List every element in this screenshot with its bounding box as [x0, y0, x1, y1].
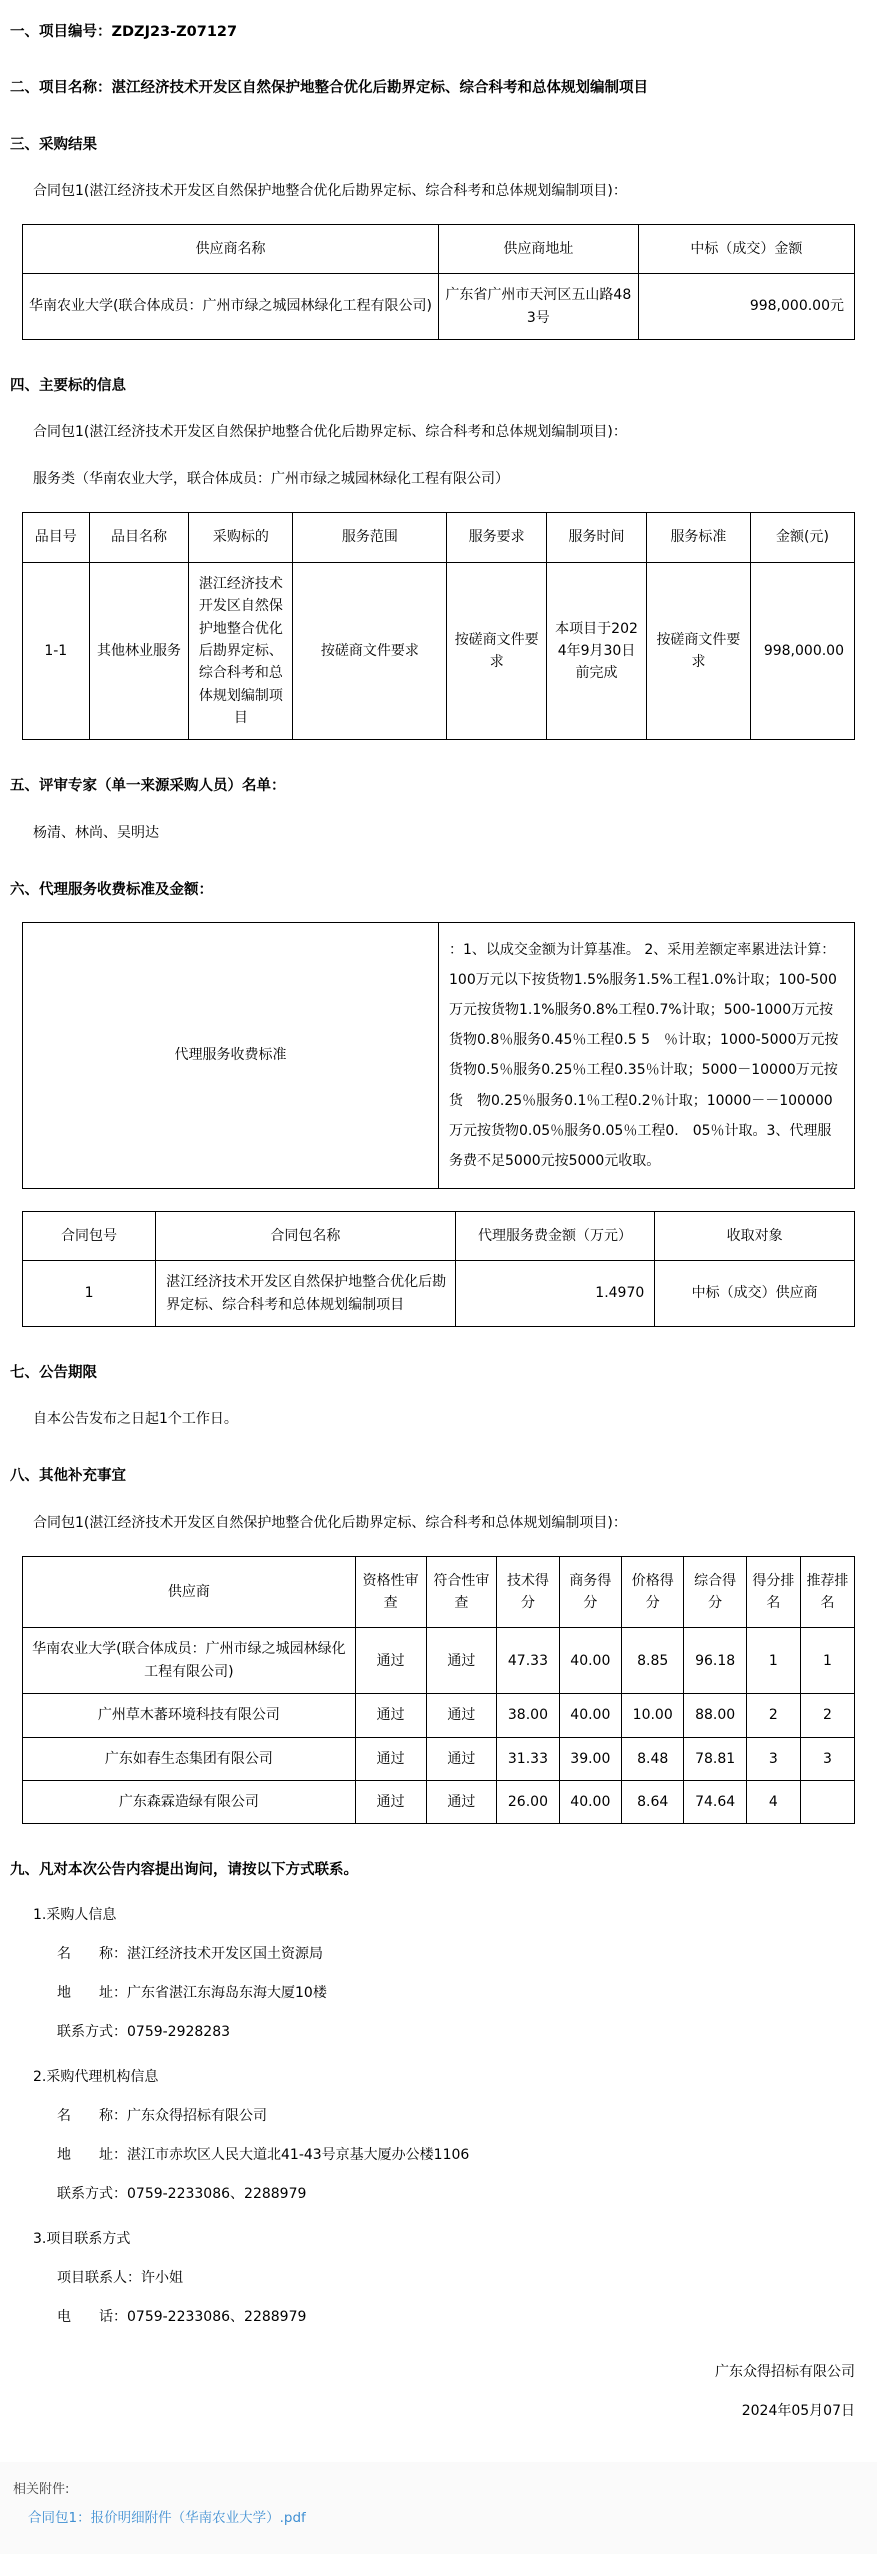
score-technical-cell: 31.33: [497, 1737, 559, 1780]
score-recommend-cell: 1: [800, 1628, 854, 1694]
score-rank-cell: 1: [746, 1628, 800, 1694]
score-col-comprehensive: 综合得分: [684, 1556, 746, 1628]
attachment-pdf-link[interactable]: 合同包1：报价明细附件（华南农业大学）.pdf: [28, 2509, 306, 2526]
award-supplier-name-cell: 华南农业大学(联合体成员：广州市绿之城园林绿化工程有限公司): [23, 274, 439, 340]
score-supplier-cell: 华南农业大学(联合体成员：广州市绿之城园林绿化工程有限公司): [23, 1628, 356, 1694]
score-col-recommend-rank: 推荐排名: [800, 1556, 854, 1628]
project-contact-person: 项目联系人：许小姐: [57, 2269, 183, 2286]
score-col-business: 商务得分: [559, 1556, 621, 1628]
score-business-cell: 40.00: [559, 1780, 621, 1823]
main-subject-table: [22, 512, 855, 740]
project-contact-phone: 电 话：0759-2233086、2288979: [57, 2308, 307, 2325]
fee-col-package-no: 合同包号: [23, 1211, 156, 1260]
score-recommend-cell: 3: [800, 1737, 854, 1780]
agency-contact: 联系方式：0759-2233086、2288979: [57, 2185, 307, 2202]
signature-date: 2024年05月07日: [741, 2402, 855, 2419]
subject-col-target: 采购标的: [189, 513, 293, 562]
score-technical-cell: 38.00: [497, 1694, 559, 1737]
section-4-heading: 四、主要标的信息: [10, 378, 126, 395]
agency-fee-standard-table: [22, 922, 855, 1189]
score-recommend-cell: [800, 1780, 854, 1823]
award-amount-cell: 998,000.00元: [638, 274, 854, 340]
buyer-name: 名 称：湛江经济技术开发区国土资源局: [57, 1945, 323, 1962]
score-col-technical: 技术得分: [497, 1556, 559, 1628]
award-result-header-row: [23, 224, 855, 273]
agency-address: 地 址：湛江市赤坎区人民大道北41-43号京基大厦办公楼1106: [57, 2146, 470, 2163]
section-3-heading: 三、采购结果: [10, 136, 97, 153]
award-col-award-amount: 中标（成交）金额: [638, 224, 854, 273]
section-3-package-intro: 合同包1(湛江经济技术开发区自然保护地整合优化后勘界定标、综合科考和总体规划编制项目)：: [33, 182, 627, 199]
score-technical-cell: 47.33: [497, 1628, 559, 1694]
buyer-info-title: 1.采购人信息: [33, 1906, 117, 1923]
fee-package-name-cell: 湛江经济技术开发区自然保护地整合优化后勘界定标、综合科考和总体规划编制项目: [156, 1261, 456, 1327]
subject-service-scope-cell: 按磋商文件要求: [293, 562, 447, 740]
related-attachments-footer: [0, 2462, 877, 2554]
score-col-conformity-review: 符合性审查: [426, 1556, 497, 1628]
score-conformity-cell: 通过: [426, 1737, 497, 1780]
subject-service-require-cell: 按磋商文件要求: [447, 562, 547, 740]
fee-amount-cell: 1.4970: [455, 1261, 655, 1327]
fee-package-no-cell: 1: [23, 1261, 156, 1327]
main-subject-data-row: [23, 562, 855, 740]
section-9-heading: 九、凡对本次公告内容提出询问，请按以下方式联系。: [10, 1862, 358, 1879]
score-row-1: [23, 1628, 855, 1694]
score-business-cell: 40.00: [559, 1628, 621, 1694]
subject-col-item-name: 品目名称: [89, 513, 189, 562]
score-conformity-cell: 通过: [426, 1694, 497, 1737]
agency-name: 名 称：广东众得招标有限公司: [57, 2107, 267, 2124]
score-price-cell: 10.00: [622, 1694, 684, 1737]
section-8-heading: 八、其他补充事宜: [10, 1468, 126, 1485]
agency-fee-standard-row: [23, 923, 855, 1189]
subject-col-item-no: 品目号: [23, 513, 90, 562]
subject-item-no-cell: 1-1: [23, 562, 90, 740]
subject-col-service-scope: 服务范围: [293, 513, 447, 562]
signature-company: 广东众得招标有限公司: [715, 2363, 855, 2380]
section-4-package-intro: 合同包1(湛江经济技术开发区自然保护地整合优化后勘界定标、综合科考和总体规划编制项目)：: [33, 424, 627, 441]
fee-col-package-name: 合同包名称: [156, 1211, 456, 1260]
score-conformity-cell: 通过: [426, 1628, 497, 1694]
score-qualification-cell: 通过: [355, 1780, 426, 1823]
score-comprehensive-cell: 74.64: [684, 1780, 746, 1823]
score-row-2: [23, 1694, 855, 1737]
award-col-supplier-name: 供应商名称: [23, 224, 439, 273]
section-7-heading: 七、公告期限: [10, 1365, 97, 1381]
announcement-period-text: 自本公告发布之日起1个工作日。: [33, 1411, 238, 1428]
score-supplier-cell: 广州草木蕃环境科技有限公司: [23, 1694, 356, 1737]
subject-col-amount: 金额(元): [750, 513, 854, 562]
subject-col-service-standard: 服务标准: [646, 513, 750, 562]
score-business-cell: 40.00: [559, 1694, 621, 1737]
agency-fee-data-row: [23, 1261, 855, 1327]
subject-amount-cell: 998,000.00: [750, 562, 854, 740]
buyer-address: 地 址：广东省湛江东海岛东海大厦10楼: [57, 1984, 327, 2001]
agency-info-title: 2.采购代理机构信息: [33, 2068, 159, 2085]
section-5-heading: 五、评审专家（单一来源采购人员）名单：: [10, 778, 286, 795]
fee-charge-target-cell: 中标（成交）供应商: [655, 1261, 855, 1327]
score-business-cell: 39.00: [559, 1737, 621, 1780]
agency-fee-header-row: [23, 1211, 855, 1260]
signature-block: [0, 2362, 855, 2422]
fee-col-fee-amount: 代理服务费金额（万元）: [455, 1211, 655, 1260]
award-result-table: [22, 224, 855, 340]
subject-service-time-cell: 本项目于2024年9月30日前完成: [547, 562, 647, 740]
related-attachments-label: 相关附件:: [13, 2481, 70, 2497]
subject-target-cell: 湛江经济技术开发区自然保护地整合优化后勘界定标、综合科考和总体规划编制项目: [189, 562, 293, 740]
fee-standard-text-cell: ：1、以成交金额为计算基准。 2、采用差额定率累进法计算：100万元以下按货物1.5%服务1.5%工程1.0%计取；100-500万元按货物1.1%服务0.8%工程0.7%计取；500-1000万元按货物0.8％服务0.45％工程0.5 5 ％计取；1000-5000万元按货物0.5％服务0.25％工程0.35％计取；5000－10000万元按货 物0.25％服务0.1％工程0.2％计取；10000－－100000万元按货物0.05％服务0.05％工程0. 05％计取。3、代理服务费不足5000元按5000元收取。: [439, 923, 855, 1189]
score-rank-cell: 3: [746, 1737, 800, 1780]
score-rank-cell: 2: [746, 1694, 800, 1737]
award-supplier-address-cell: 广东省广州市天河区五山路483号: [439, 274, 639, 340]
project-contact-title: 3.项目联系方式: [33, 2230, 131, 2247]
score-qualification-cell: 通过: [355, 1628, 426, 1694]
score-recommend-cell: 2: [800, 1694, 854, 1737]
award-col-supplier-address: 供应商地址: [439, 224, 639, 273]
score-col-supplier: 供应商: [23, 1556, 356, 1628]
score-comprehensive-cell: 88.00: [684, 1694, 746, 1737]
fee-standard-label-cell: 代理服务收费标准: [23, 923, 439, 1189]
section-1-project-number: 一、项目编号：ZDZJ23-Z07127: [10, 24, 238, 40]
score-qualification-cell: 通过: [355, 1737, 426, 1780]
supplier-score-table: [22, 1556, 855, 1825]
agency-fee-amount-table: [22, 1211, 855, 1327]
score-row-4: [23, 1780, 855, 1823]
score-col-qualification-review: 资格性审查: [355, 1556, 426, 1628]
score-comprehensive-cell: 78.81: [684, 1737, 746, 1780]
score-supplier-cell: 广东如春生态集团有限公司: [23, 1737, 356, 1780]
section-8-package-intro: 合同包1(湛江经济技术开发区自然保护地整合优化后勘界定标、综合科考和总体规划编制项目)：: [33, 1514, 627, 1531]
expert-name-list: 杨清、林尚、吴明达: [33, 824, 159, 841]
section-2-project-name: 二、项目名称：湛江经济技术开发区自然保护地整合优化后勘界定标、综合科考和总体规划编制项目: [10, 80, 648, 97]
score-price-cell: 8.64: [622, 1780, 684, 1823]
score-row-3: [23, 1737, 855, 1780]
subject-service-standard-cell: 按磋商文件要求: [646, 562, 750, 740]
score-supplier-cell: 广东森霖造绿有限公司: [23, 1780, 356, 1823]
score-comprehensive-cell: 96.18: [684, 1628, 746, 1694]
subject-col-service-time: 服务时间: [547, 513, 647, 562]
buyer-contact: 联系方式：0759-2928283: [57, 2023, 231, 2040]
score-conformity-cell: 通过: [426, 1780, 497, 1823]
score-price-cell: 8.85: [622, 1628, 684, 1694]
score-rank-cell: 4: [746, 1780, 800, 1823]
score-header-row: [23, 1556, 855, 1628]
fee-col-charge-target: 收取对象: [655, 1211, 855, 1260]
section-6-heading: 六、代理服务收费标准及金额：: [10, 881, 213, 898]
subject-item-name-cell: 其他林业服务: [89, 562, 189, 740]
subject-col-service-require: 服务要求: [447, 513, 547, 562]
score-price-cell: 8.48: [622, 1737, 684, 1780]
score-col-score-rank: 得分排名: [746, 1556, 800, 1628]
score-qualification-cell: 通过: [355, 1694, 426, 1737]
score-col-price: 价格得分: [622, 1556, 684, 1628]
award-result-data-row: [23, 274, 855, 340]
section-4-service-class: 服务类（华南农业大学，联合体成员：广州市绿之城园林绿化工程有限公司）: [33, 471, 509, 488]
main-subject-header-row: [23, 513, 855, 562]
score-technical-cell: 26.00: [497, 1780, 559, 1823]
